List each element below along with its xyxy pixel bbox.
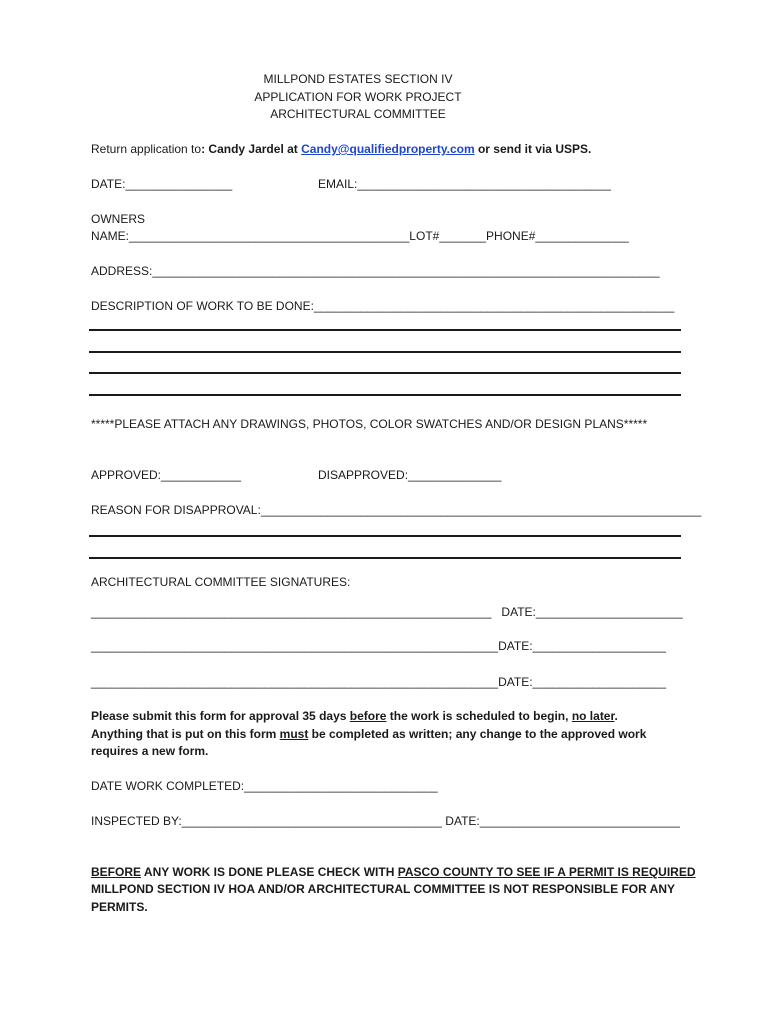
- notice-line-1: [91, 709, 618, 724]
- footer-line-2: MILLPOND SECTION IV HOA AND/OR ARCHITECTURAL COMMITTEE IS NOT RESPONSIBLE FOR ANY: [91, 882, 676, 896]
- reason-line-2[interactable]: [89, 557, 681, 559]
- footer-line-1: [91, 865, 696, 880]
- notice-must: must: [279, 727, 309, 741]
- description-field[interactable]: DESCRIPTION OF WORK TO BE DONE:______________________________________________________: [91, 299, 675, 313]
- return-instruction: [91, 142, 591, 157]
- notice-line-3: requires a new form.: [91, 744, 209, 758]
- header-line-3: ARCHITECTURAL COMMITTEE: [270, 107, 446, 121]
- description-line-2[interactable]: [89, 351, 681, 353]
- notice-text-5: be completed as written; any change to the approved work: [308, 727, 647, 741]
- return-email-link[interactable]: Candy@qualifiedproperty.com: [301, 142, 475, 156]
- attach-note: *****PLEASE ATTACH ANY DRAWINGS, PHOTOS, COLOR SWATCHES AND/OR DESIGN PLANS*****: [91, 417, 648, 431]
- footer-before: BEFORE: [91, 865, 142, 879]
- approved-field[interactable]: APPROVED:____________: [91, 468, 242, 482]
- return-prefix: Return application to: [91, 142, 202, 156]
- notice-before: before: [349, 709, 387, 723]
- notice-no-later: no later: [571, 709, 615, 723]
- notice-text-3: .: [614, 709, 618, 723]
- date-field[interactable]: DATE:________________: [91, 177, 233, 191]
- signature-row-3[interactable]: _____________________________________________________________DATE:____________________: [91, 675, 667, 689]
- description-line-4[interactable]: [89, 394, 681, 396]
- footer-pasco: PASCO COUNTY TO SEE IF A PERMIT IS REQUIRED: [397, 865, 696, 879]
- signature-row-1[interactable]: ____________________________________________________________ DATE:______________________: [91, 605, 683, 619]
- notice-text-2: the work is scheduled to begin,: [386, 709, 572, 723]
- footer-mid: ANY WORK IS DONE PLEASE CHECK WITH: [141, 865, 398, 879]
- name-lot-phone-field[interactable]: NAME:__________________________________________LOT#_______PHONE#______________: [91, 229, 629, 243]
- description-line-3[interactable]: [89, 372, 681, 374]
- signature-row-2[interactable]: _____________________________________________________________DATE:____________________: [91, 639, 667, 653]
- date-work-completed-field[interactable]: DATE WORK COMPLETED:_____________________________: [91, 779, 438, 793]
- signatures-heading: ARCHITECTURAL COMMITTEE SIGNATURES:: [91, 575, 351, 589]
- email-field[interactable]: EMAIL:______________________________________: [318, 177, 611, 191]
- owners-label: OWNERS: [91, 212, 145, 226]
- return-suffix: or send it via USPS.: [474, 142, 592, 156]
- notice-text-1: Please submit this form for approval 35 days: [91, 709, 350, 723]
- description-line-1[interactable]: [89, 329, 681, 331]
- reason-for-disapproval-field[interactable]: REASON FOR DISAPPROVAL:__________________________________________________________________: [91, 503, 702, 517]
- return-contact-name: : Candy Jardel at: [201, 142, 302, 156]
- header-line-2: APPLICATION FOR WORK PROJECT: [254, 90, 462, 104]
- address-field[interactable]: ADDRESS:____________________________________________________________________________: [91, 264, 660, 278]
- reason-line-1[interactable]: [89, 535, 681, 537]
- inspected-by-field[interactable]: INSPECTED BY:_______________________________________ DATE:______________________________: [91, 814, 680, 828]
- header-line-1: MILLPOND ESTATES SECTION IV: [263, 72, 453, 86]
- notice-line-2: [91, 727, 646, 742]
- footer-line-3: PERMITS.: [91, 900, 148, 914]
- notice-text-4: Anything that is put on this form: [91, 727, 280, 741]
- disapproved-field[interactable]: DISAPPROVED:______________: [318, 468, 502, 482]
